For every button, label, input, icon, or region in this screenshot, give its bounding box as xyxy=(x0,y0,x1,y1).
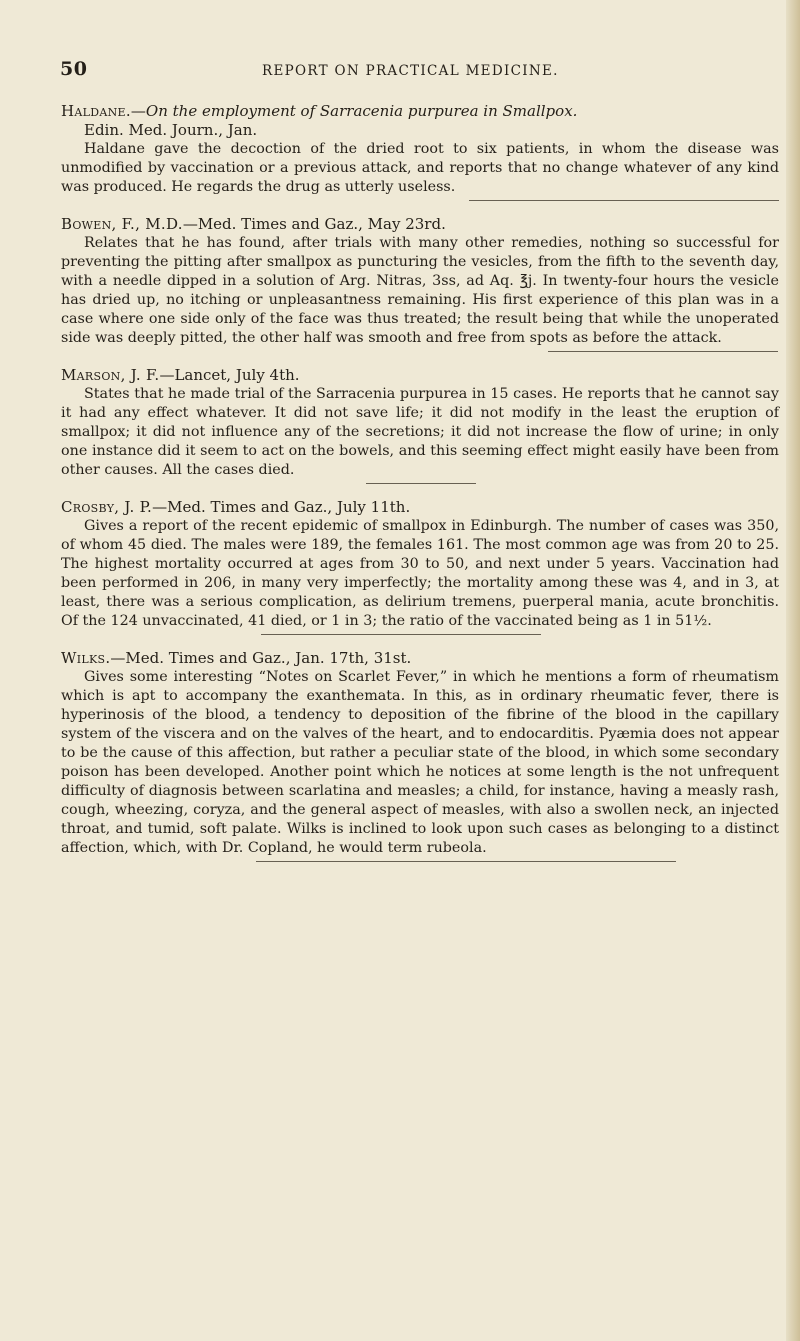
entry-bowen xyxy=(61,215,779,352)
author-name: Wilks. xyxy=(61,649,111,667)
entry-body: States that he made trial of the Sarracenia purpurea in 15 cases. He reports that he cannot say it had any effect whatever. It did not save life; it did not modify in the least the eruption of smallpox; it did not influence any of the secretions; it did not increase the flow of urine; in only one instance did it seem to act on the bowels, and this seeming effect might easily have been from other causes. All the cases died. xyxy=(61,386,779,478)
entry-body: Relates that he has found, after trials with many other remedies, nothing so successful for preventing the pitting after smallpox as puncturing the vesicles, from the fifth to the seventh day, with a needle dipped in a solution of Arg. Nitras, 3ss, ad Aq. ℥j. In twenty-four hours the vesicle has dried up, no itching or unpleasantness remaining. His first experience of this plan was in a case where one side only of the face was thus treated; the result being that while the unoperated side was deeply pitted, the other half was smooth and free from spots as before the attack. xyxy=(61,235,779,346)
separator-rule xyxy=(469,200,779,201)
dash: — xyxy=(152,498,168,516)
entry-body: Haldane gave the decoction of the dried root to six patients, in whom the disease was unmodified by vaccination or a previous attack, and reports that no change whatever of any kind was produced. He regards the drug as utterly useless. xyxy=(61,141,779,195)
page-number: 50 xyxy=(60,58,88,80)
dash: — xyxy=(182,215,198,233)
dash: — xyxy=(130,102,146,120)
entry-wilks xyxy=(61,649,779,862)
citation xyxy=(61,649,779,668)
source-citation: Lancet, July 4th. xyxy=(174,366,300,384)
citation xyxy=(61,102,779,140)
dash: — xyxy=(159,366,175,384)
separator-rule xyxy=(256,861,676,862)
source-citation: Edin. Med. Journ., Jan. xyxy=(84,121,258,139)
entry-marson xyxy=(61,366,779,484)
source-citation: Med. Times and Gaz., Jan. 17th, 31st. xyxy=(125,649,412,667)
entry-haldane xyxy=(61,102,779,201)
separator-rule xyxy=(366,483,476,484)
running-head: REPORT ON PRACTICAL MEDICINE. xyxy=(262,63,559,79)
separator-rule xyxy=(548,351,778,352)
entries xyxy=(61,102,779,876)
dash: — xyxy=(110,649,126,667)
author-name: Marson, J. F. xyxy=(61,366,160,384)
entry-body: Gives some interesting “Notes on Scarlet Fever,” in which he mentions a form of rheumatism which is apt to accompany the exanthemata. In this, as in ordinary rheumatic fever, there is hyperinosis of the blood, a tendency to deposition of the fibrine of the blood in the capillary system of the viscera and on the valves of the heart, and to endocarditis. Pyæmia does not appear to be the cause of this affection, but rather a peculiar state of the blood, in which some secondary poison has been developed. Another point which he notices at some length is the not unfrequent difficulty of diagnosis between scarlatina and measles; a child, for instance, having a measly rash, cough, wheezing, coryza, and the general aspect of measles, with also a swollen neck, an injected throat, and tumid, soft palate. Wilks is inclined to look upon such cases as belonging to a distinct affection, which, with Dr. Copland, he would term rubeola. xyxy=(61,669,779,856)
citation xyxy=(61,498,779,517)
author-name: Bowen, F., M.D. xyxy=(61,215,183,233)
entry-body: Gives a report of the recent epidemic of smallpox in Edinburgh. The number of cases was 350, of whom 45 died. The males were 189, the females 161. The most common age was from 20 to 25. The highest mortality occurred at ages from 30 to 50, and next under 5 years. Vaccination had been performed in 206, in many very imperfectly; the mortality among these was 4, and in 3, at least, there was a serious complication, as delirium tremens, puerperal mania, acute bronchitis. Of the 124 unvaccinated, 41 died, or 1 in 3; the ratio of the vaccinated being as 1 in 51½. xyxy=(61,518,779,629)
source-citation: Med. Times and Gaz., May 23rd. xyxy=(197,215,446,233)
author-name: Haldane. xyxy=(61,102,131,120)
author-name: Crosby, J. P. xyxy=(61,498,153,516)
citation xyxy=(61,215,779,234)
page-edge-shadow xyxy=(786,0,800,1341)
separator-rule xyxy=(261,634,541,635)
citation xyxy=(61,366,779,385)
source-citation: Med. Times and Gaz., July 11th. xyxy=(167,498,411,516)
article-title: On the employment of Sarracenia purpurea in Smallpox. xyxy=(145,102,578,120)
entry-crosby xyxy=(61,498,779,635)
